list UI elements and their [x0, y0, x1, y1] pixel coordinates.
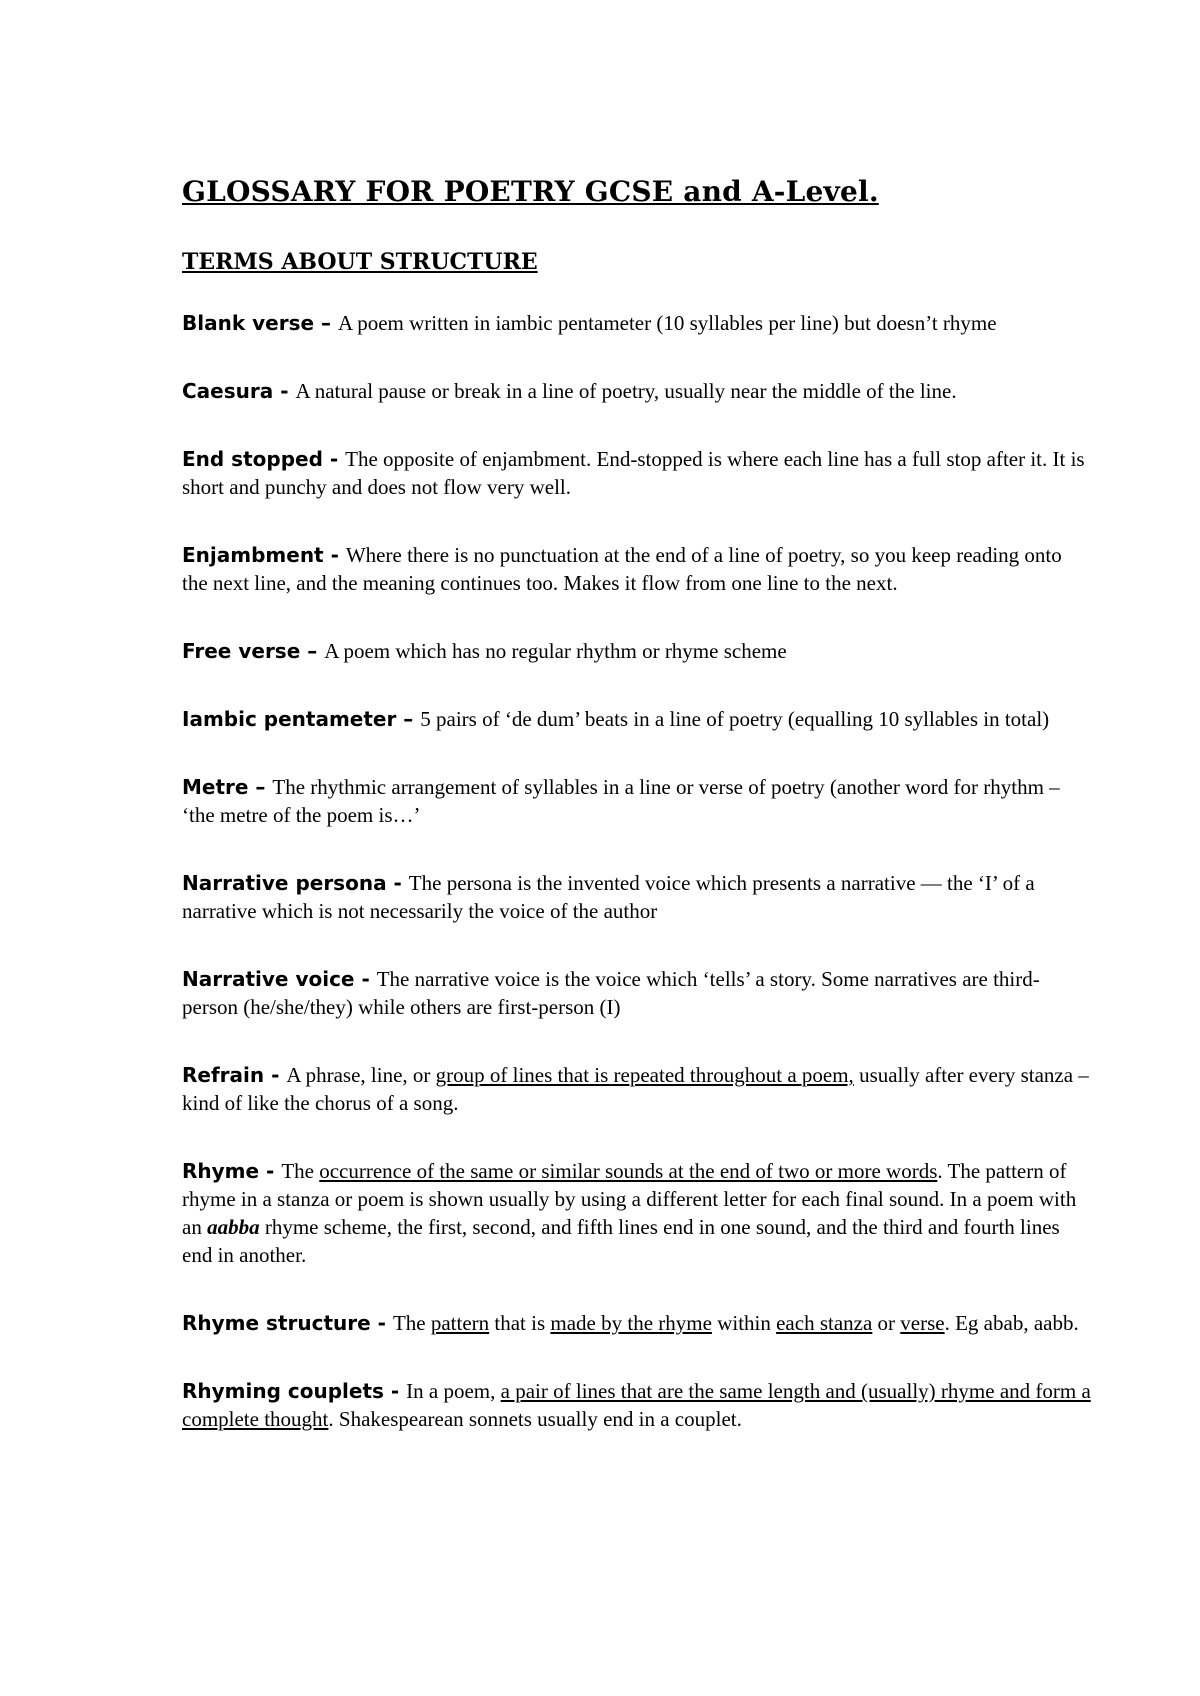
entry-rhyme — [182, 1157, 1092, 1269]
underlined-phrase: made by the rhyme — [550, 1310, 712, 1335]
page-title: GLOSSARY FOR POETRY GCSE and A-Level. — [182, 175, 879, 208]
underlined-phrase: each stanza — [776, 1310, 873, 1335]
entry-term: Rhyming couplets — [182, 1378, 384, 1403]
entry-definition: Where there is no punctuation at the end of a line of poetry, so you keep reading onto the next line, and the meaning continues too. Makes it flow from one line to the next. — [182, 542, 1062, 595]
entry-term: Rhyme — [182, 1158, 260, 1183]
entry-free-verse — [182, 637, 1092, 665]
entry-definition: The rhythmic arrangement of syllables in a line or verse of poetry (another word for rhythm – ‘the metre of the poem is…’ — [182, 774, 1060, 827]
entry-term: Blank verse — [182, 310, 315, 335]
glossary-page — [182, 175, 1092, 1473]
entry-iambic-pentameter — [182, 705, 1092, 733]
entry-term: Iambic pentameter — [182, 706, 397, 731]
entry-term: End stopped — [182, 446, 323, 471]
entry-separator: - — [354, 966, 377, 991]
entry-definition-part: The — [281, 1158, 320, 1183]
entry-separator: - — [323, 542, 346, 567]
entry-separator: – — [314, 310, 338, 335]
underlined-phrase: verse — [900, 1310, 945, 1335]
entry-term: Enjambment — [182, 542, 324, 567]
entry-term: Caesura — [182, 378, 274, 403]
entry-separator: - — [322, 446, 346, 471]
entry-definition: A poem written in iambic pentameter (10 syllables per line) but doesn’t rhyme — [337, 310, 997, 335]
entry-metre — [182, 773, 1092, 829]
entry-term: Rhyme structure — [182, 1310, 371, 1335]
entry-term: Narrative voice — [182, 966, 355, 991]
entry-narrative-persona — [182, 869, 1092, 925]
entry-definition: A poem which has no regular rhythm or rhyme scheme — [324, 638, 787, 663]
entry-definition-part: rhyme scheme, the first, second, and fifth lines end in one sound, and the third and fourth lines end in another. — [182, 1214, 1060, 1267]
section-heading: TERMS ABOUT STRUCTURE — [182, 248, 538, 275]
entry-definition-part: . The pattern of rhyme in a stanza or poem is shown usually by using a different letter for each final sound. In a poem with an — [182, 1158, 1077, 1239]
underlined-phrase: a pair of lines that are the same length and (usually) rhyme and form a complete thought — [182, 1378, 1091, 1431]
underlined-phrase: occurrence of the same or similar sounds at the end of two or more words — [319, 1158, 938, 1183]
entry-term: Free verse — [182, 638, 301, 663]
entry-definition-part: In a poem, — [406, 1378, 501, 1403]
entry-separator: - — [386, 870, 409, 895]
entry-definition-part: . Shakespearean sonnets usually end in a couplet. — [328, 1406, 742, 1431]
rhyme-scheme-example: aabba — [207, 1214, 260, 1239]
entry-definition: The opposite of enjambment. End-stopped is where each line has a full stop after it. It is short and punchy and does not flow very well. — [182, 446, 1085, 499]
entry-narrative-voice — [182, 965, 1092, 1021]
entry-refrain — [182, 1061, 1092, 1117]
underlined-phrase: pattern — [430, 1310, 490, 1335]
entry-rhyme-structure — [182, 1309, 1092, 1337]
entry-definition: The persona is the invented voice which presents a narrative — the ‘I’ of a narrative which is not necessarily the voice of the author — [182, 870, 1035, 923]
entry-definition: A natural pause or break in a line of poetry, usually near the middle of the line. — [295, 378, 957, 403]
entry-separator: – — [396, 706, 421, 731]
entry-definition-part: A phrase, line, or — [286, 1062, 436, 1087]
entry-separator: - — [259, 1158, 282, 1183]
entry-definition-part: usually after every stanza – kind of like the chorus of a song. — [182, 1062, 1089, 1115]
entry-definition-part: within — [711, 1310, 777, 1335]
entry-definition-part: that is — [489, 1310, 551, 1335]
entry-separator: - — [264, 1062, 287, 1087]
entry-term: Metre — [182, 774, 249, 799]
entry-definition: The narrative voice is the voice which ‘tells’ a story. Some narratives are third-person (he/she/they) while others are first-person (I) — [182, 966, 1040, 1019]
entry-separator: – — [248, 774, 273, 799]
entry-term: Narrative persona — [182, 870, 387, 895]
entry-separator: - — [273, 378, 296, 403]
entry-definition-part: The — [392, 1310, 431, 1335]
entry-separator: - — [383, 1378, 407, 1403]
entry-end-stopped — [182, 445, 1092, 501]
entry-rhyming-couplets — [182, 1377, 1092, 1433]
entry-separator: - — [370, 1310, 393, 1335]
entry-definition-part: . Eg abab, aabb. — [944, 1310, 1079, 1335]
entry-blank-verse — [182, 309, 1092, 337]
entry-term: Refrain — [182, 1062, 265, 1087]
entry-definition-part: or — [872, 1310, 901, 1335]
underlined-phrase: group of lines that is repeated throughout a poem, — [435, 1062, 854, 1087]
entry-enjambment — [182, 541, 1092, 597]
entry-separator: – — [300, 638, 325, 663]
entry-definition: 5 pairs of ‘de dum’ beats in a line of poetry (equalling 10 syllables in total) — [420, 706, 1050, 731]
entry-caesura — [182, 377, 1092, 405]
